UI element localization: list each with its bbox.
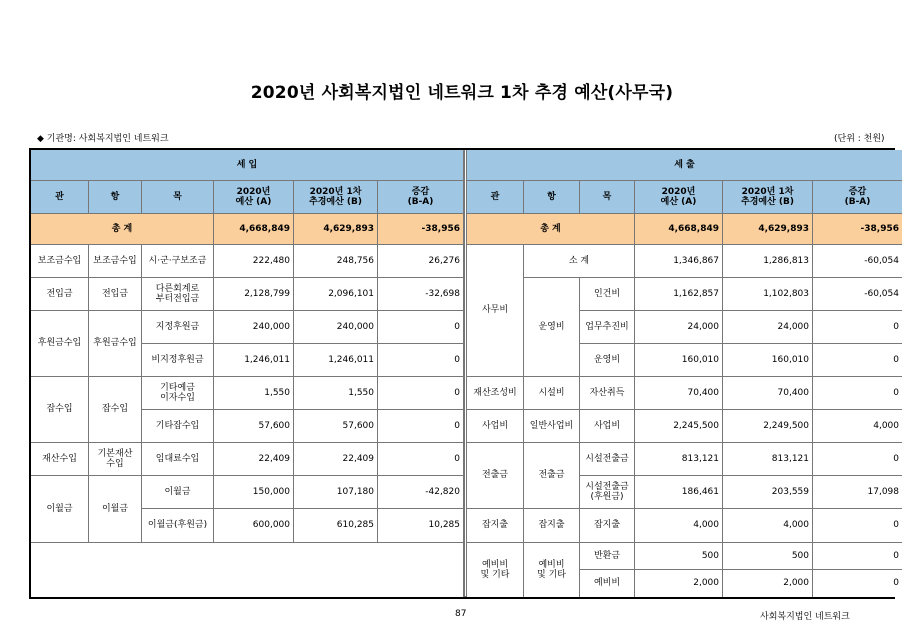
income-diff: 0 bbox=[378, 377, 464, 410]
income-hang: 이월금 bbox=[89, 476, 142, 543]
income-diff: 0 bbox=[378, 344, 464, 377]
expense-a: 1,162,857 bbox=[635, 278, 723, 311]
expense-diff: -60,054 bbox=[813, 278, 902, 311]
expense-a: 500 bbox=[635, 543, 723, 570]
expense-hang: 시설비 bbox=[524, 377, 580, 410]
expense-header-mok: 목 bbox=[580, 181, 635, 214]
expense-diff: -60,054 bbox=[813, 245, 902, 278]
income-b: 240,000 bbox=[294, 311, 378, 344]
footer-organization: 사회복지법인 네트워크 bbox=[760, 612, 850, 622]
expense-hang: 예비비 및 기타 bbox=[524, 543, 580, 597]
expense-a: 813,121 bbox=[635, 443, 723, 476]
income-mok: 기타잡수입 bbox=[142, 410, 214, 443]
income-a: 600,000 bbox=[214, 509, 294, 543]
income-mok: 임대료수입 bbox=[142, 443, 214, 476]
expense-a: 2,000 bbox=[635, 570, 723, 597]
expense-total-label: 총 계 bbox=[467, 214, 635, 245]
expense-b: 1,102,803 bbox=[723, 278, 813, 311]
income-b: 610,285 bbox=[294, 509, 378, 543]
expense-section-title: 세 출 bbox=[467, 150, 902, 181]
income-diff: -32,698 bbox=[378, 278, 464, 311]
income-a: 2,128,799 bbox=[214, 278, 294, 311]
income-header-mok: 목 bbox=[142, 181, 214, 214]
expense-b: 70,400 bbox=[723, 377, 813, 410]
expense-b: 1,286,813 bbox=[723, 245, 813, 278]
expense-total-b: 4,629,893 bbox=[723, 214, 813, 245]
income-mok: 다른회계로 부터전입금 bbox=[142, 278, 214, 311]
income-mok: 이월금(후원금) bbox=[142, 509, 214, 543]
income-mok: 기타예금 이자수입 bbox=[142, 377, 214, 410]
income-b: 22,409 bbox=[294, 443, 378, 476]
income-b: 248,756 bbox=[294, 245, 378, 278]
expense-mok: 인건비 bbox=[580, 278, 635, 311]
expense-b: 160,010 bbox=[723, 344, 813, 377]
expense-diff: 0 bbox=[813, 570, 902, 597]
expense-header-gwan: 관 bbox=[467, 181, 524, 214]
expense-mok: 운영비 bbox=[580, 344, 635, 377]
expense-a: 2,245,500 bbox=[635, 410, 723, 443]
unit-label: (단위 : 천원) bbox=[834, 134, 885, 144]
expense-b: 813,121 bbox=[723, 443, 813, 476]
expense-header-hang: 항 bbox=[524, 181, 580, 214]
expense-hang: 전출금 bbox=[524, 443, 580, 509]
expense-a: 160,010 bbox=[635, 344, 723, 377]
income-hang: 후원금수입 bbox=[89, 311, 142, 377]
expense-mok: 예비비 bbox=[580, 570, 635, 597]
expense-diff: 0 bbox=[813, 377, 902, 410]
income-diff: 10,285 bbox=[378, 509, 464, 543]
expense-diff: 0 bbox=[813, 543, 902, 570]
income-total-b: 4,629,893 bbox=[294, 214, 378, 245]
expense-b: 2,000 bbox=[723, 570, 813, 597]
income-gwan: 잡수입 bbox=[31, 377, 89, 443]
page-title: 2020년 사회복지법인 네트워크 1차 추경 예산(사무국) bbox=[250, 83, 674, 103]
income-gwan: 재산수입 bbox=[31, 443, 89, 476]
expense-mok: 시설전출금 (후원금) bbox=[580, 476, 635, 509]
income-gwan: 전입금 bbox=[31, 278, 89, 311]
expense-diff: 0 bbox=[813, 443, 902, 476]
income-mok: 지정후원금 bbox=[142, 311, 214, 344]
income-hang: 전입금 bbox=[89, 278, 142, 311]
expense-diff: 4,000 bbox=[813, 410, 902, 443]
income-hang: 잡수입 bbox=[89, 377, 142, 443]
expense-hang: 운영비 bbox=[524, 278, 580, 377]
income-header-hang: 항 bbox=[89, 181, 142, 214]
income-empty-area bbox=[31, 543, 464, 597]
expense-header-budget-a: 2020년 예산 (A) bbox=[635, 181, 723, 214]
expense-b: 4,000 bbox=[723, 509, 813, 543]
expense-mok: 반환금 bbox=[580, 543, 635, 570]
expense-mok: 잡지출 bbox=[580, 509, 635, 543]
expense-mok: 업무추진비 bbox=[580, 311, 635, 344]
income-a: 22,409 bbox=[214, 443, 294, 476]
income-header-budget-a: 2020년 예산 (A) bbox=[214, 181, 294, 214]
expense-subtotal-label: 소 계 bbox=[524, 245, 635, 278]
income-gwan: 보조금수입 bbox=[31, 245, 89, 278]
organization-label: ◆ 기관명: 사회복지법인 네트워크 bbox=[37, 134, 169, 144]
expense-b: 500 bbox=[723, 543, 813, 570]
expense-hang: 일반사업비 bbox=[524, 410, 580, 443]
income-section-title: 세 입 bbox=[31, 150, 464, 181]
income-a: 1,246,011 bbox=[214, 344, 294, 377]
income-header-gwan: 관 bbox=[31, 181, 89, 214]
expense-total-a: 4,668,849 bbox=[635, 214, 723, 245]
income-total-a: 4,668,849 bbox=[214, 214, 294, 245]
expense-a: 70,400 bbox=[635, 377, 723, 410]
income-diff: 0 bbox=[378, 311, 464, 344]
income-hang: 기본재산 수입 bbox=[89, 443, 142, 476]
expense-mok: 사업비 bbox=[580, 410, 635, 443]
expense-diff: 0 bbox=[813, 344, 902, 377]
income-diff: 0 bbox=[378, 410, 464, 443]
income-a: 1,550 bbox=[214, 377, 294, 410]
income-b: 2,096,101 bbox=[294, 278, 378, 311]
expense-mok: 자산취득 bbox=[580, 377, 635, 410]
income-total-diff: -38,956 bbox=[378, 214, 464, 245]
income-a: 240,000 bbox=[214, 311, 294, 344]
income-b: 1,246,011 bbox=[294, 344, 378, 377]
expense-b: 203,559 bbox=[723, 476, 813, 509]
income-mok: 이월금 bbox=[142, 476, 214, 509]
income-a: 222,480 bbox=[214, 245, 294, 278]
income-mok: 비지정후원금 bbox=[142, 344, 214, 377]
income-a: 57,600 bbox=[214, 410, 294, 443]
expense-header-budget-b: 2020년 1차 추경예산 (B) bbox=[723, 181, 813, 214]
expense-gwan: 잡지출 bbox=[467, 509, 524, 543]
expense-a: 24,000 bbox=[635, 311, 723, 344]
income-a: 150,000 bbox=[214, 476, 294, 509]
expense-gwan: 예비비 및 기타 bbox=[467, 543, 524, 597]
income-gwan: 후원금수입 bbox=[31, 311, 89, 377]
expense-diff: 0 bbox=[813, 509, 902, 543]
income-diff: 0 bbox=[378, 443, 464, 476]
expense-total-diff: -38,956 bbox=[813, 214, 902, 245]
expense-gwan: 전출금 bbox=[467, 443, 524, 509]
page-number: 87 bbox=[455, 609, 467, 619]
expense-gwan: 재산조성비 bbox=[467, 377, 524, 410]
expense-b: 2,249,500 bbox=[723, 410, 813, 443]
expense-a: 186,461 bbox=[635, 476, 723, 509]
income-gwan: 이월금 bbox=[31, 476, 89, 543]
income-hang: 보조금수입 bbox=[89, 245, 142, 278]
expense-gwan: 사업비 bbox=[467, 410, 524, 443]
income-diff: -42,820 bbox=[378, 476, 464, 509]
expense-diff: 0 bbox=[813, 311, 902, 344]
expense-b: 24,000 bbox=[723, 311, 813, 344]
expense-a: 1,346,867 bbox=[635, 245, 723, 278]
expense-diff: 17,098 bbox=[813, 476, 902, 509]
expense-header-diff: 증감 (B-A) bbox=[813, 181, 902, 214]
expense-mok: 시설전출금 bbox=[580, 443, 635, 476]
income-b: 1,550 bbox=[294, 377, 378, 410]
income-header-diff: 증감 (B-A) bbox=[378, 181, 464, 214]
expense-hang: 잡지출 bbox=[524, 509, 580, 543]
income-total-label: 총 계 bbox=[31, 214, 214, 245]
income-header-budget-b: 2020년 1차 추경예산 (B) bbox=[294, 181, 378, 214]
budget-table bbox=[29, 148, 899, 599]
income-diff: 26,276 bbox=[378, 245, 464, 278]
expense-a: 4,000 bbox=[635, 509, 723, 543]
income-b: 57,600 bbox=[294, 410, 378, 443]
income-b: 107,180 bbox=[294, 476, 378, 509]
income-mok: 시·군·구보조금 bbox=[142, 245, 214, 278]
expense-gwan: 사무비 bbox=[467, 245, 524, 377]
